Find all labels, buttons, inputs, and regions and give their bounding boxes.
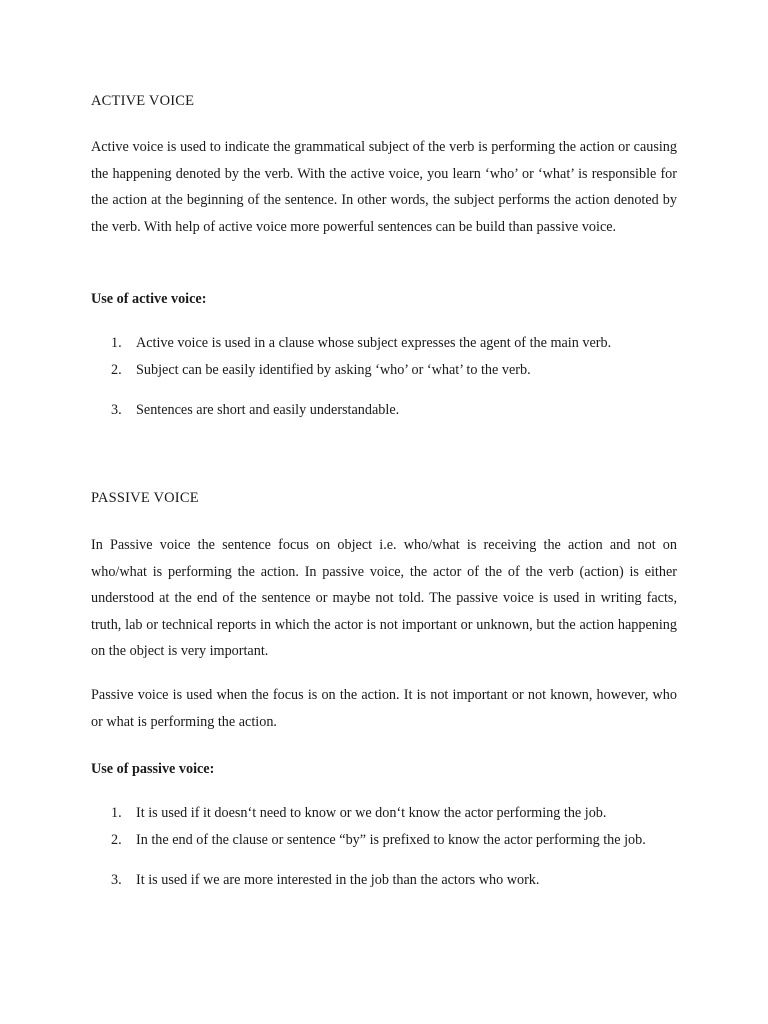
active-list-item-2 [111,362,531,379]
list-item-text: Active voice is used in a clause whose subject expresses the agent of the main verb. [136,335,612,351]
passive-voice-paragraph-1: In Passive voice the sentence focus on object i.e. who/what is receiving the action and not on who/what is performing the action. In passive voice, the actor of the of the verb (action) is either understood at the end of the sentence or maybe not told. The passive voice is used in writing facts, truth, lab or technical reports in which the actor is not important or unknown, but the action happening on the object is very important. [91,537,677,659]
list-number: 1. [111,335,122,351]
passive-list-item-2 [111,832,646,849]
list-number: 2. [111,362,122,378]
active-voice-heading: ACTIVE VOICE [91,93,195,109]
list-item-text: Sentences are short and easily understandable. [136,402,400,418]
active-use-heading: Use of active voice: [91,291,207,307]
list-item-text: It is used if it doesn‘t need to know or we don‘t know the actor performing the job. [136,805,607,821]
list-number: 3. [111,872,122,888]
passive-voice-paragraph-2: Passive voice is used when the focus is on the action. It is not important or not known, however, who or what is performing the action. [91,687,677,730]
active-list-item-1 [111,335,611,352]
passive-list-item-1 [111,805,606,822]
list-number: 3. [111,402,122,418]
list-item-text: In the end of the clause or sentence “by” is prefixed to know the actor performing the job. [136,832,646,848]
list-number: 1. [111,805,122,821]
passive-voice-heading: PASSIVE VOICE [91,490,199,506]
active-list-item-3 [111,402,399,419]
list-number: 2. [111,832,122,848]
passive-use-heading: Use of passive voice: [91,761,215,777]
list-item-text: Subject can be easily identified by asking ‘who’ or ‘what’ to the verb. [136,362,531,378]
active-voice-paragraph: Active voice is used to indicate the grammatical subject of the verb is performing the action or causing the happening denoted by the verb. With the active voice, you learn ‘who’ or ‘what’ is responsible for the action at the beginning of the sentence. In other words, the subject performs the action denoted by the verb. With help of active voice more powerful sentences can be build than passive voice. [91,139,677,235]
passive-list-item-3 [111,872,539,889]
list-item-text: It is used if we are more interested in the job than the actors who work. [136,872,540,888]
